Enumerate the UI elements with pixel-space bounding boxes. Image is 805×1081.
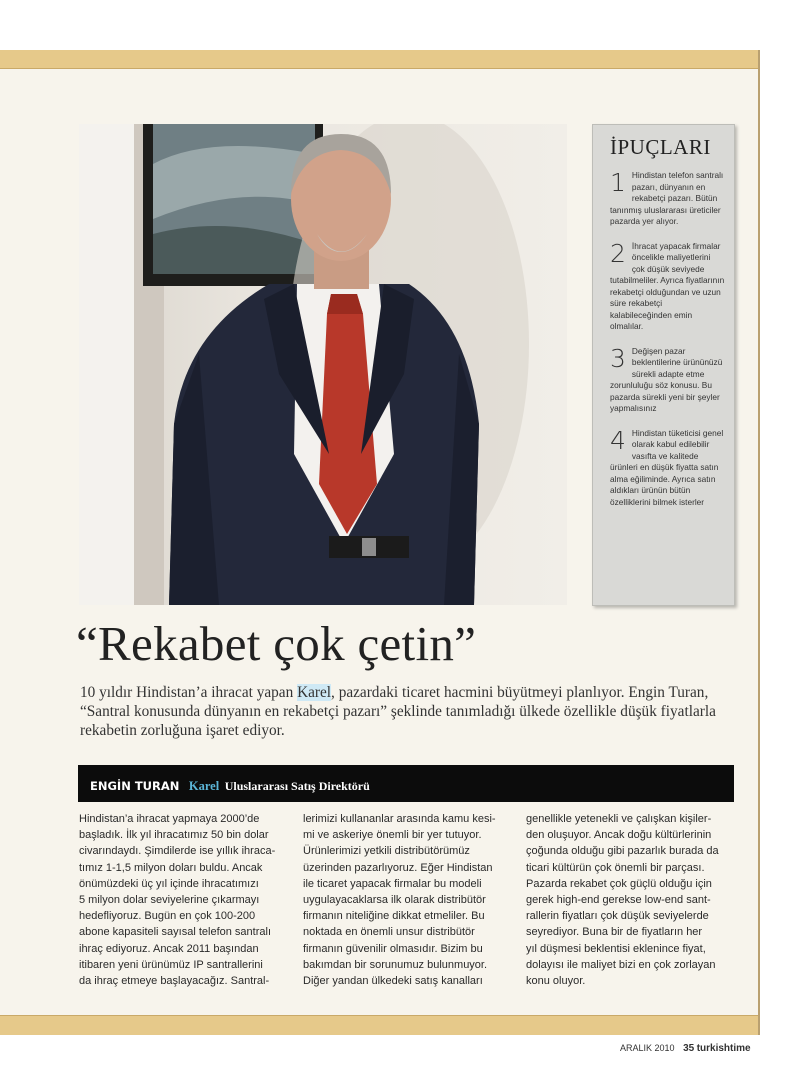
byline-company: Karel — [188, 779, 220, 793]
tip-number: 1 — [610, 168, 626, 197]
body-column-2 — [303, 811, 515, 989]
text-line: firmanın niteliğine dikkat etmeliler. Bu — [303, 910, 485, 923]
text-line: noktada en önemli unsur distribütör — [303, 926, 475, 939]
right-edge-rule — [758, 50, 760, 1035]
text-line: 5 milyon dolar seviyelerine çıkarmayı — [79, 894, 260, 907]
footer-magazine-name: turkishtime — [696, 1043, 751, 1054]
tip-number: 4 — [610, 425, 626, 455]
tip-item — [610, 238, 725, 333]
text-line: dolayısı ile maliyet bizi en çok zorlayan — [526, 958, 716, 971]
text-line: yıl düşmesi beklentisi eklenince fiyat, — [526, 942, 706, 955]
top-decorative-band — [0, 50, 760, 69]
text-line: da ihraç etmeye başlayacağız. Santral- — [79, 975, 270, 988]
text-line: mi ve askeriye önemli bir yer tutuyor. — [303, 829, 482, 842]
tip-item — [610, 343, 725, 415]
text-line: Pazarda rekabet çok güçlü olduğu için — [526, 877, 712, 890]
text-line: ile ticaret yapacak firmalar bu modeli — [303, 877, 482, 890]
lede-company-highlight: Karel — [297, 684, 332, 701]
footer-page-number: 35 — [683, 1043, 695, 1054]
tips-title: İPUÇLARI — [610, 135, 711, 159]
text-line: Hindistan’a ihracat yapmaya 2000’de — [79, 813, 260, 825]
tip-text: İhracat yapacak firmalar öncelikle maliyetlerini çok düşük seviyede tutabilmeliler. Ayrıca fiyatlarının rekabetçi olduğundan ve uzun süre rekabetçi kalabileceğinden emin olmalılar. — [610, 240, 725, 331]
lede-text-end: , pazardaki ticaret hacmini büyütmeyi planlıyor. Engin Turan, “Santral konusunda dünyanın en rekabetçi pazarı” şeklinde tanımladığı ülkede özellikle düşük fiyatlarla rekabetin zorluğuna işaret ediyor. — [80, 684, 716, 739]
article-headline: “Rekabet çok çetin” — [76, 616, 477, 671]
text-line: genellikle yetenekli ve çalışkan kişiler- — [526, 813, 712, 825]
article-lede — [80, 683, 730, 740]
tip-text: Hindistan tüketicisi genel olarak kabul edilebilir vasıfta ve kalitede ürünleri en düşük fiyatta satın alma eğiliminde. Ayrıca satın aldıkları ürünün bütün özelliklerini bilmek isterler — [610, 427, 724, 507]
bottom-decorative-band — [0, 1015, 760, 1035]
text-line: uygulayacaklarsa ilk olarak distribütör — [303, 894, 486, 907]
byline-name: ENGİN TURAN — [90, 779, 180, 793]
text-line: firmanın güvenilir olmasıdır. Bizim bu — [303, 942, 483, 955]
byline-role: Uluslararası Satış Direktörü — [224, 779, 370, 793]
text-line: Diğer yandan ülkedeki satış kanalları — [303, 975, 483, 988]
page-footer — [620, 1043, 751, 1054]
text-line: ticari kültürün çok önemli bir parçası. — [526, 861, 705, 874]
tip-number: 2 — [610, 238, 626, 268]
byline-bar — [78, 765, 734, 802]
body-column-1 — [79, 811, 289, 989]
text-line: başladık. İlk yıl ihracatımız 50 bin dolar — [79, 829, 269, 842]
tip-item — [610, 425, 725, 509]
text-line: civarındaydı. Şimdilerde ise yıllık ihraca- — [79, 845, 276, 858]
tip-text: Değişen pazar beklentilerine ürününüzü sürekli adapte etme zorunluluğu söz konusu. Bu pazarda sürekli yeni bir şeyler yapmalısınız — [610, 345, 723, 413]
text-line: Ürünlerimizi yetkili distribütörümüz — [303, 845, 470, 858]
text-line: abone kapasiteli sayısal telefon santralı — [79, 926, 272, 939]
footer-issue: ARALIK 2010 — [620, 1043, 675, 1053]
text-line: bakımdan bir sorunumuz bulunmuyor. — [303, 958, 488, 971]
body-column-3 — [526, 811, 738, 989]
lede-text-start: 10 yıldır Hindistan’a ihracat yapan — [80, 684, 298, 701]
text-line: gerek high-end gerekse low-end sant- — [526, 894, 711, 907]
text-line: önümüzdeki üç yıl içinde ihracatımızı — [79, 877, 259, 890]
text-line: lerimizi kullananlar arasında kamu kesi- — [303, 813, 496, 825]
text-line: konu oluyor. — [526, 975, 586, 988]
portrait-photo — [79, 124, 567, 605]
tips-box — [592, 124, 735, 606]
text-line: üzerinden pazarlıyoruz. Eğer Hindistan — [303, 861, 493, 874]
tip-number: 3 — [610, 343, 626, 373]
text-line: hedefliyoruz. Bugün en çok 100-200 — [79, 910, 256, 923]
text-line: çoğunda olduğu gibi pazarlık burada da — [526, 845, 719, 858]
text-line: itibaren yeni ürünümüz IP santrallerini — [79, 958, 263, 971]
text-line: ihraç ediyoruz. Ancak 2011 başından — [79, 942, 259, 955]
text-line: den oluşuyor. Ancak doğu kültürlerinin — [526, 829, 712, 842]
text-line: rallerin fiyatları çok düşük seviyelerde — [526, 910, 709, 923]
tip-item — [610, 170, 725, 228]
text-line: tımız 1-1,5 milyon doları buldu. Ancak — [79, 861, 263, 874]
tip-text: Hindistan telefon santralı pazarı, dünyanın en rekabetçi pazarı. Bütün tanınmış uluslararası üreticiler pazarda yer alıyor. — [610, 170, 724, 226]
text-line: seyrediyor. Buna bir de fiyatların her — [526, 926, 703, 939]
